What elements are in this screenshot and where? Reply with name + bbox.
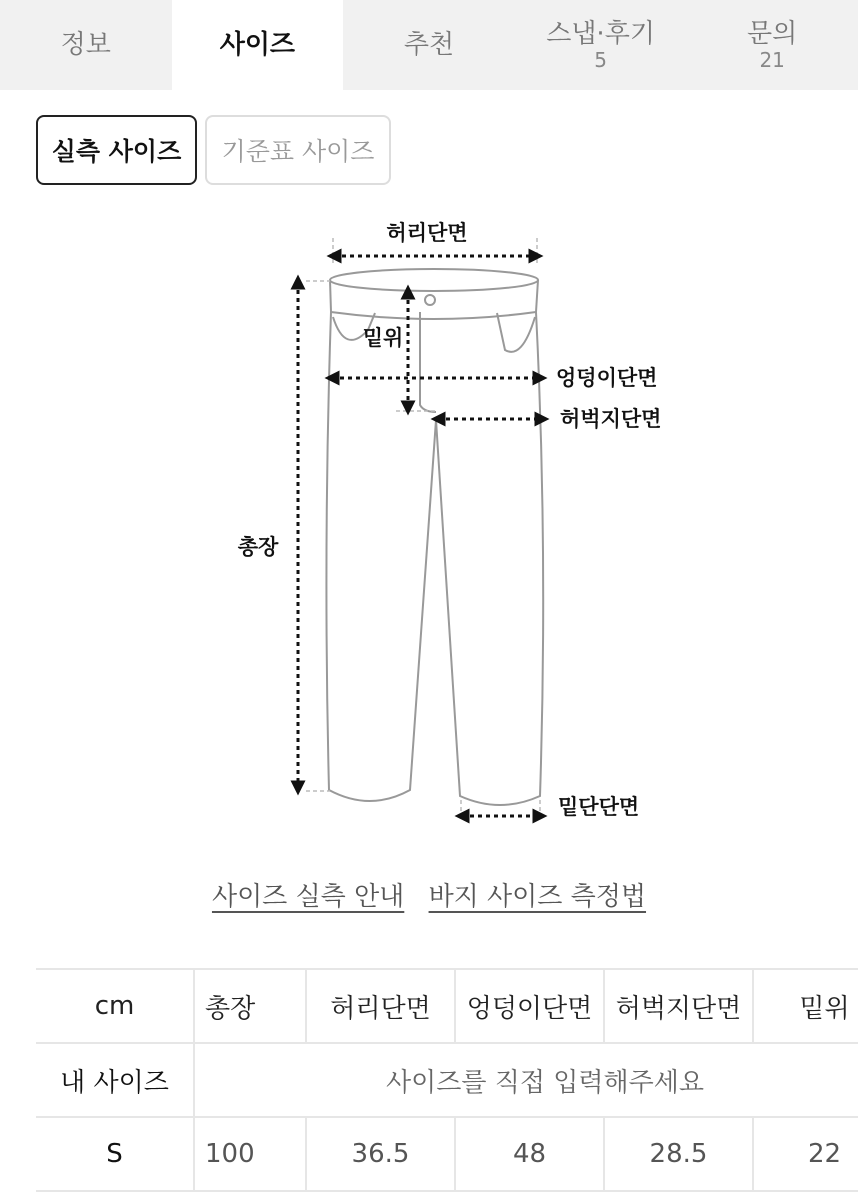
- hem-label: 밑단단면: [558, 795, 640, 819]
- header-rise: 밑위: [753, 969, 858, 1043]
- tab-snap-review[interactable]: [515, 0, 687, 90]
- tab-inquiry[interactable]: [686, 0, 858, 90]
- pants-measurement-diagram: [0, 200, 858, 840]
- size-measure-guide-link[interactable]: 사이즈 실측 안내: [211, 882, 405, 912]
- waist-label: 허리단면: [386, 221, 468, 245]
- pants-measure-method-link[interactable]: 바지 사이즈 측정법: [428, 882, 647, 912]
- my-size-label: 내 사이즈: [36, 1043, 194, 1117]
- tab-snap-review-label: 스냅·후기: [546, 18, 655, 49]
- header-length: 총장: [194, 969, 306, 1043]
- length-label: 총장: [237, 535, 279, 559]
- tab-info-label: 정보: [60, 29, 111, 60]
- my-size-row: [36, 1043, 858, 1117]
- table-header-row: [36, 969, 858, 1043]
- length-value: 100: [194, 1117, 306, 1191]
- hip-value: 48: [455, 1117, 604, 1191]
- tab-bar: [0, 0, 858, 90]
- rise-value: 22: [753, 1117, 858, 1191]
- size-guide-links: [0, 876, 858, 913]
- header-hip: 엉덩이단면: [455, 969, 604, 1043]
- standard-size-button[interactable]: 기준표 사이즈: [205, 115, 391, 185]
- header-unit: cm: [36, 969, 194, 1043]
- thigh-value: 28.5: [604, 1117, 753, 1191]
- tab-size[interactable]: [172, 0, 344, 90]
- thigh-label: 허벅지단면: [560, 407, 662, 431]
- tab-inquiry-count: 21: [759, 48, 785, 73]
- waist-value: 36.5: [306, 1117, 455, 1191]
- tab-recommend-label: 추천: [403, 29, 455, 60]
- my-size-input[interactable]: 사이즈를 직접 입력해주세요: [194, 1043, 858, 1117]
- rise-label: 밑위: [362, 326, 404, 350]
- tab-inquiry-label: 문의: [747, 18, 798, 49]
- hip-label: 엉덩이단면: [556, 366, 658, 390]
- pants-outline: [326, 269, 543, 805]
- tab-snap-review-count: 5: [594, 48, 607, 73]
- tab-info[interactable]: [0, 0, 172, 90]
- table-row: [36, 1117, 858, 1191]
- header-thigh: 허벅지단면: [604, 969, 753, 1043]
- tab-recommend[interactable]: [343, 0, 515, 90]
- size-label: S: [36, 1117, 194, 1191]
- tab-size-label: 사이즈: [219, 29, 296, 60]
- header-waist: 허리단면: [306, 969, 455, 1043]
- measured-size-button[interactable]: 실측 사이즈: [36, 115, 197, 185]
- size-table: [36, 968, 858, 1192]
